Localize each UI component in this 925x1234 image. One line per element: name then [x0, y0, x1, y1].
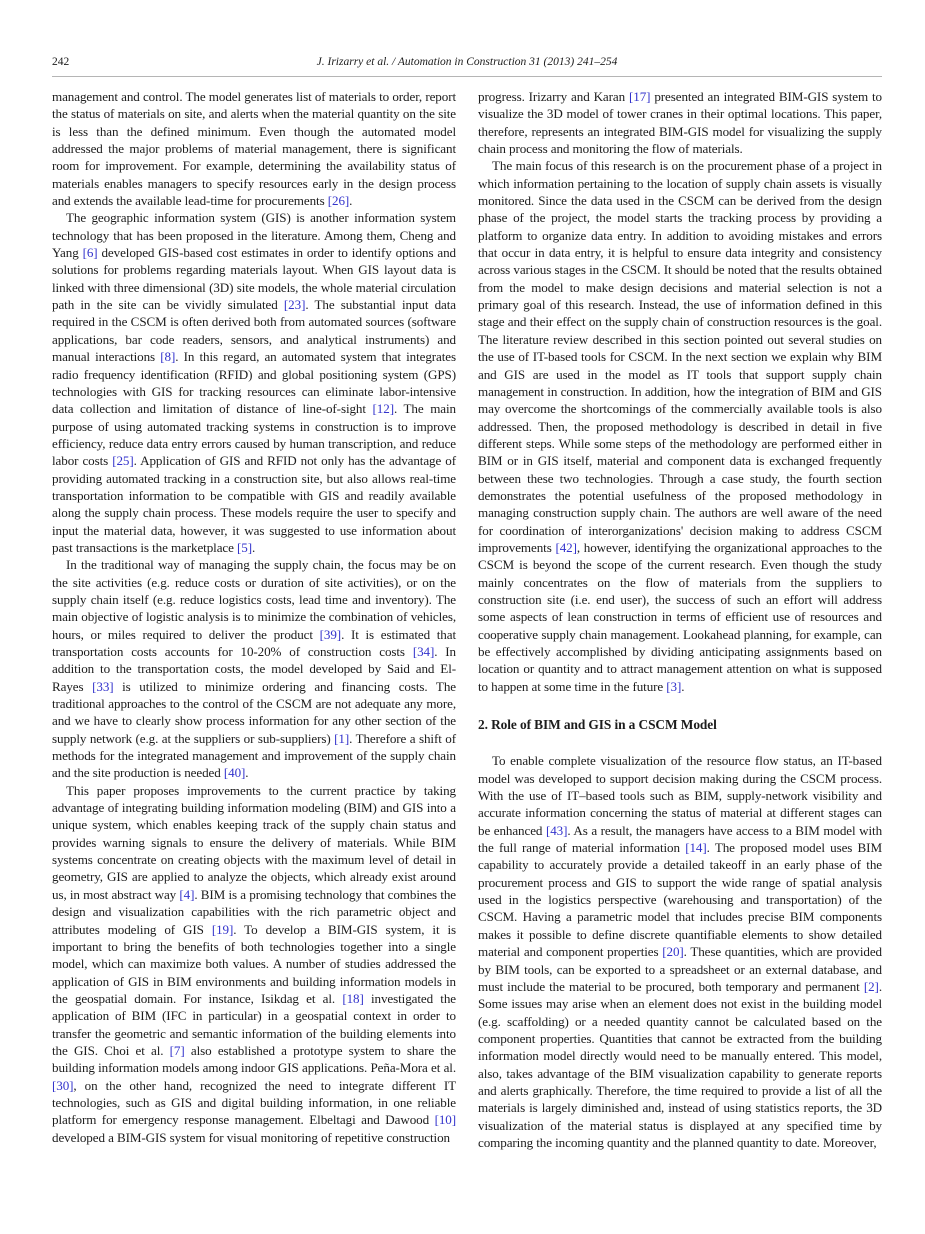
- citation-link[interactable]: [6]: [82, 245, 98, 261]
- citation-link[interactable]: [30]: [52, 1077, 74, 1093]
- citation-link[interactable]: [20]: [662, 944, 684, 960]
- citation-link[interactable]: [39]: [319, 626, 342, 642]
- paragraph: The geographic information system (GIS) is another information system technology that has been proposed in the literature. Among them, Cheng and Yang [6] developed GIS-based cost estimates in order to identify options and solutions for problems regarding materials layout. When GIS layout data is linked with three dimensional (3D) site models, the whole material circulation path in the site can be vividly simulated [23]. The substantial input data required in the CSCM is often derived both from automated sources (software applications, bar code readers, sensors, and analytical instruments) and manual interactions [8]. In this regard, an automated system that integrates radio frequency identification (RFID) and global positioning system (GPS) technologies with GIS for tracking resources can eliminate labor-intensive data collection and limitation of distance of line-of-sight [12]. The main purpose of using automated tracking systems in construction is to improve efficiency, reduce data entry errors caused by human transcription, and reduce labor costs [25]. Application of GIS and RFID not only has the advantage of providing automated tracking in a construction site, but also allows real-time transportation information to be compatible with GIS and readily available along the supply chain process. These models require the user to specify and input the material data, however, it was suggested to use information about past transactions is the marketplace [5].: [52, 210, 457, 555]
- citation-link[interactable]: [5]: [237, 539, 252, 555]
- citation-link[interactable]: [40]: [223, 765, 246, 781]
- citation-link[interactable]: [10]: [434, 1112, 456, 1128]
- citation-link[interactable]: [23]: [283, 297, 306, 313]
- paragraph: To enable complete visualization of the resource flow status, an IT-based model was developed to support decision making during the CSCM process. With the use of IT–based tools such as BIM, supply-network visibility and accurate information concerning the status of material at different stages can be enhanced [43]. As a result, the managers have access to a BIM model with the full range of material information [14]. The proposed model uses BIM capability to accurately provide a detailed takeoff in an early phase of the procurement process and GIS to support the wide range of spatial analysis used in the logistics perspective (warehousing and transportation) of the CSCM. Having a parametric model that includes precise BIM components makes it possible to define discrete quantifiable elements to show detailed material and component properties [20]. These quantities, which are provided by BIM tools, can be exported to a spreadsheet or an external database, and must include the material to be procured, both temporary and permanent [2]. Some issues may arise when an element does not exist in the building model (e.g. scaffolding) or a needed quantity cannot be calculated based on the component properties. Quantities that cannot be extracted from the building information model directly would need to be manually entered. This model, also, takes advantage of the BIM visualization capability to generate reports and alerts graphically. Therefore, the time required to provide a list of all the materials is largely diminished and, instead of using statistics reports, the 3D visualization of the material status is displayed at any specified time by comparing the incoming quantity and the planned quantity to date. Moreover,: [478, 753, 883, 1150]
- citation-link[interactable]: [8]: [160, 349, 176, 365]
- header-rule: [52, 76, 882, 77]
- citation-link[interactable]: [18]: [342, 990, 364, 1006]
- section-heading: 2. Role of BIM and GIS in a CSCM Model: [478, 717, 717, 733]
- paragraph: In the traditional way of managing the supply chain, the focus may be on the site activities (e.g. reduce costs or duration of site activities), or on the supply chain itself (e.g. reduce logistics costs, lead time and inventory). The main objective of logistic analysis is to minimize the combination of vehicles, hours, or miles required to deliver the product [39]. It is estimated that transportation costs accounts for 10-20% of construction costs [34]. In addition to the transportation costs, the model developed by Said and El-Rayes [33] is utilized to minimize ordering and financing costs. The traditional approaches to the control of the CSCM are not adequate any more, and we have to clearly show process information for any other section of the supply network (e.g. at the suppliers or sub-suppliers) [1]. Therefore a shift of methods for the integrated management and improvement of the supply chain and the site production is needed [40].: [52, 557, 456, 781]
- page-number: 242: [52, 56, 70, 68]
- citation-link[interactable]: [1]: [334, 730, 350, 746]
- paragraph: The main focus of this research is on the procurement phase of a project in which information pertaining to the location of supply chain assets is visually monitored. Since the data used in the CSCM can be derived from the design phase of the project, the model starts the tracking process by providing a platform to organize data entry. In addition to avoiding mistakes and errors that occur in data entry, it is helpful to ensure data integrity and consistency across various stages in the CSCM. It should be noted that the results obtained from the model to make design decisions and material selection is not a primary goal of this research. Instead, the use of information defined in this stage and their effect on the supply chain of construction resources is the goal. The literature review described in this section pointed out several studies on the use of IT-based tools for CSCM. In the next section we explain why BIM and GIS are used in the model as IT tools that support supply chain management in construction. In addition, how the integration of BIM and GIS may overcome the shortcomings of the commercially available tools is also addressed. Then, the proposed methodology is described in detail in five different steps. While some steps of the methodology are performed either in BIM or in GIS itself, material and component data is exchanged frequently between these two technologies. Through a case study, the fourth section demonstrates the potential usefulness of the proposed methodology in managing construction supply chain. The authors are well aware of the need for coordination of interorganizations' decision making to address CSCM improvements [42], however, identifying the organizational approaches to the CSCM is beyond the scope of the current research. Even though the study mainly concentrates on the flow of materials from the suppliers to construction site (i.e. end user), the success of such an effort will address some aspects of lean construction in terms of efficient use of resources and cooperative supply chain management. Lookahead planning, for example, can be effectively accomplished by dividing anticipating assignments based on location or quantity and to attract management attention on what is supposed to happen at some time in the future [3].: [478, 158, 882, 694]
- paragraph: This paper proposes improvements to the current practice by taking advantage of integrating building information modeling (BIM) and GIS into a unique system, which enables keeping track of the supply chain status and provides warning signals to ensure the delivery of materials. While BIM systems concentrate on creating objects with the maximum level of detail in geometry, GIS are applied to analyze the objects, which already exist around us, in most abstract way [4]. BIM is a promising technology that combines the design and visualization capabilities with the rich parametric object and attributes modeling of GIS [19]. To develop a BIM-GIS system, it is important to bring the benefits of both technologies together into a single model, which can maximize both values. A number of studies addressed the application of GIS in BIM environments and building information models in the geospatial domain. For instance, Isikdag et al. [18] investigated the application of BIM (IFC in particular) in a geospatial context in order to transfer the geometric and semantic information of the building elements into the GIS. Choi et al. [7] also established a prototype system to share the building information models among indoor GIS applications. Peña-Mora et al. [30], on the other hand, recognized the need to integrate different IT technologies, such as GIS and digital building information, in one reliable platform for emergency response management. Elbeltagi and Dawood [10] developed a BIM-GIS system for visual monitoring of repetitive construction: [52, 782, 456, 1145]
- page-header: [52, 56, 882, 72]
- citation-link[interactable]: [2]: [863, 978, 879, 994]
- citation-link[interactable]: [34]: [412, 644, 435, 659]
- citation-link[interactable]: [26]: [327, 193, 350, 209]
- citation-link[interactable]: [42]: [555, 539, 577, 555]
- citation-link[interactable]: [12]: [372, 401, 394, 417]
- paragraph: management and control. The model generates list of materials to order, report the status of materials on site, and alerts when the material quantity on the site is less than the defined minimum. Even though the automated model addressed the major problems of material management, there is significant room for improvement. For example, determining the availability status of materials enables managers to specify resources early in the design process and extends the available lead-time for procurements [26].: [52, 89, 456, 209]
- citation-link[interactable]: [14]: [685, 840, 707, 856]
- left-column: [52, 88, 456, 1146]
- citation-link[interactable]: [3]: [666, 678, 682, 694]
- citation-link[interactable]: [33]: [92, 678, 114, 694]
- citation-link[interactable]: [17]: [628, 89, 651, 104]
- citation-link[interactable]: [43]: [545, 822, 568, 838]
- citation-link[interactable]: [4]: [179, 886, 195, 902]
- citation-link[interactable]: [25]: [112, 453, 134, 469]
- right-column: [478, 88, 882, 1151]
- citation-link[interactable]: [7]: [169, 1042, 185, 1058]
- paragraph: progress. Irizarry and Karan [17] presented an integrated BIM-GIS system to visualize the 3D model of tower cranes in their optimal locations. This paper, therefore, represents an integrated BIM-GIS model for visualizing the supply chain process and monitoring the flow of materials.: [478, 89, 882, 157]
- citation-link[interactable]: [19]: [211, 921, 234, 937]
- running-head: J. Irizarry et al. / Automation in Construction 31 (2013) 241–254: [316, 56, 618, 68]
